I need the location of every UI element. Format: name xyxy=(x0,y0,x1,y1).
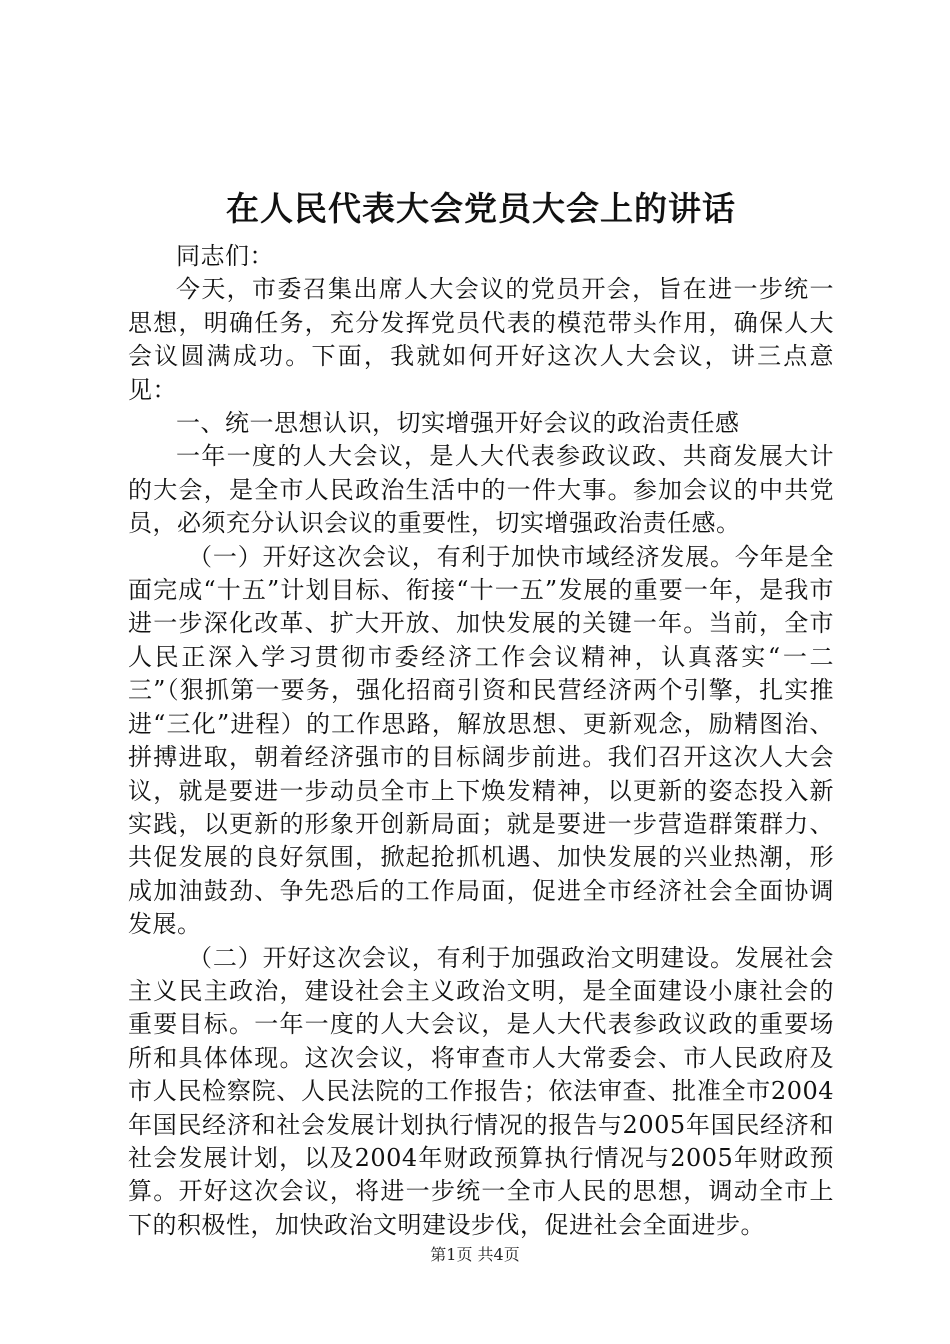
paragraph-subsection-1: （一）开好这次会议，有利于加快市域经济发展。今年是全面完成“十五”计划目标、衔接“十一五”发展的重要一年，是我市进一步深化改革、扩大开放、加快发展的关键一年。当前，全市人民正深入学习贯彻市委经济工作会议精神，认真落实“一二三”（狠抓第一要务，强化招商引资和民营经济两个引擎，扎实推进“三化”进程）的工作思路，解放思想、更新观念，励精图治、拼搏进取，朝着经济强市的目标阔步前进。我们召开这次人大会议，就是要进一步动员全市上下焕发精神，以更新的姿态投入新实践，以更新的形象开创新局面；就是要进一步营造群策群力、共促发展的良好氛围，掀起抢抓机遇、加快发展的兴业热潮，形成加油鼓劲、争先恐后的工作局面，促进全市经济社会全面协调发展。 xyxy=(128,542,834,939)
document-title: 在人民代表大会党员大会上的讲话 xyxy=(226,189,736,228)
paragraph-section-1: 一年一度的人大会议，是人大代表参政议政、共商发展大计的大会，是全市人民政治生活中的一件大事。参加会议的中共党员，必须充分认识会议的重要性，切实增强政治责任感。 xyxy=(128,442,834,538)
document-body xyxy=(128,240,834,1242)
page-footer: 第1页 共4页 xyxy=(430,1245,520,1264)
paragraph-greeting: 同志们： xyxy=(176,242,274,270)
section-heading-1: 一、统一思想认识，切实增强开好会议的政治责任感 xyxy=(176,409,740,438)
paragraph-intro: 今天，市委召集出席人大会议的党员开会，旨在进一步统一思想，明确任务，充分发挥党员代表的模范带头作用，确保人大会议圆满成功。下面，我就如何开好这次人大会议，讲三点意见： xyxy=(128,275,834,404)
document-page xyxy=(128,180,834,1242)
paragraph-subsection-2: （二）开好这次会议，有利于加强政治文明建设。发展社会主义民主政治，建设社会主义政治文明，是全面建设小康社会的重要目标。一年一度的人大会议，是人大代表参政议政的重要场所和具体体现。这次会议，将审查市人大常委会、市人民政府及市人民检察院、人民法院的工作报告；依法审查、批准全市2004年国民经济和社会发展计划执行情况的报告与2005年国民经济和社会发展计划，以及2004年财政预算执行情况与2005年财政预算。开好这次会议，将进一步统一全市人民的思想，调动全市上下的积极性，加快政治文明建设步伐，促进社会全面进步。 xyxy=(128,943,834,1239)
